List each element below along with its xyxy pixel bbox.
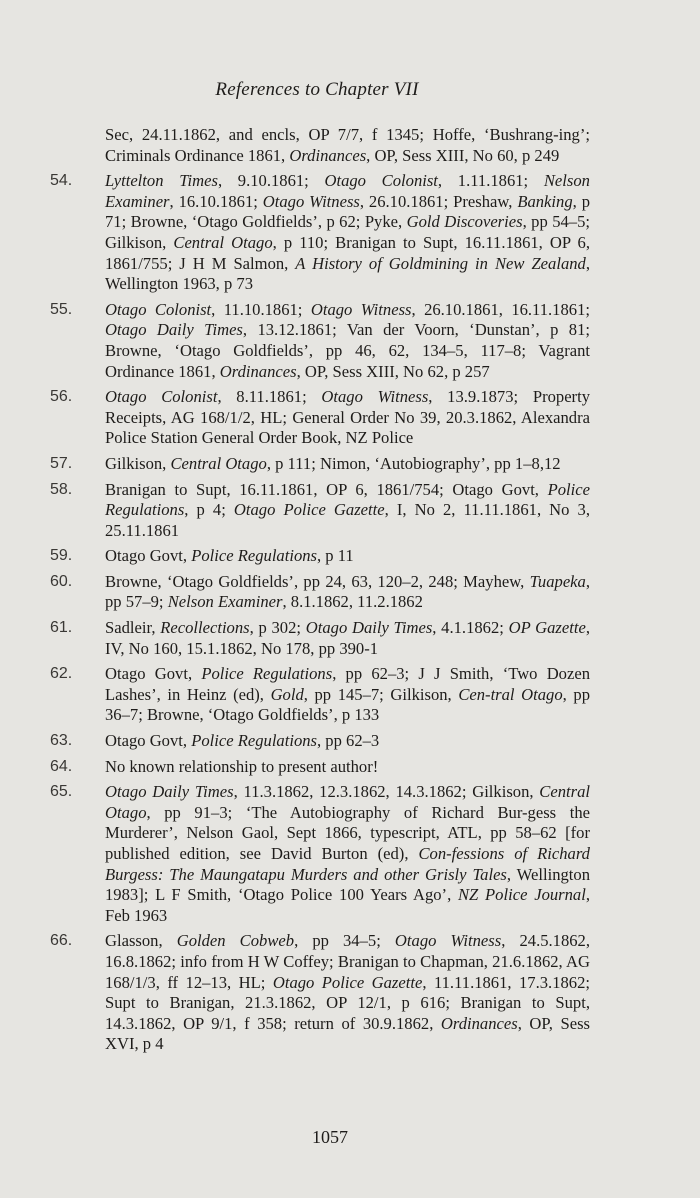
reference-text: Sec, 24.11.1862, and encls, OP 7/7, f 1345; Hoffe, ‘Bushrang-ing’; Criminals Ordinance 1861, Ordinances, OP, Sess XIII, No 60, p 249 [105,125,590,165]
reference-number: 64. [50,757,73,775]
reference-entry [50,480,590,542]
reference-text: Sadleir, Recollections, p 302; Otago Daily Times, 4.1.1862; OP Gazette, IV, No 160, 15.1.1862, No 178, pp 390-1 [105,618,590,658]
page-number: 1057 [312,1127,348,1147]
reference-number [50,125,105,166]
reference-text: Otago Daily Times, 11.3.1862, 12.3.1862, 14.3.1862; Gilkison, Central Otago, pp 91–3; ‘The Autobiography of Richard Bur-gess the Murderer’, Nelson Gaol, Sept 1866, typescript, ATL, pp 58–62 [for published edition, see David Burton (ed), Con-fessions of Richard Burgess: The Maungatapu Murders and other Grisly Tales, Wellington 1983]; L F Smith, ‘Otago Police 100 Years Ago’, NZ Police Journal, Feb 1963 [105,782,590,925]
reference-entry [50,454,590,475]
reference-entry [50,125,590,166]
reference-entry [50,931,590,1055]
reference-number: 56. [50,388,73,406]
reference-number: 60. [50,572,73,590]
reference-entry [50,546,590,567]
reference-number: 57. [50,454,73,472]
reference-entry [50,387,590,449]
reference-number: 65. [50,783,73,801]
reference-number: 55. [50,300,73,318]
reference-entry [50,757,590,778]
reference-text: Otago Colonist, 11.10.1861; Otago Witness, 26.10.1861, 16.11.1861; Otago Daily Times, 13.12.1861; Van der Voorn, ‘Dunstan’, p 81; Browne, ‘Otago Goldfields’, pp 46, 62, 134–5, 117–8; Vagrant Ordinance 1861, Ordinances, OP, Sess XIII, No 62, p 257 [105,299,590,381]
reference-number: 63. [50,732,73,750]
reference-text: Browne, ‘Otago Goldfields’, pp 24, 63, 120–2, 248; Mayhew, Tuapeka, pp 57–9; Nelson Examiner, 8.1.1862, 11.2.1862 [105,571,590,612]
reference-entry [50,300,590,382]
reference-text: Otago Govt, Police Regulations, pp 62–3 [105,731,380,751]
reference-entry [50,171,590,295]
reference-number: 59. [50,547,73,565]
reference-list [50,125,590,1060]
reference-number: 61. [50,619,73,637]
reference-text: Glasson, Golden Cobweb, pp 34–5; Otago Witness, 24.5.1862, 16.8.1862; info from H W Coffey; Branigan to Chapman, 21.6.1862, AG 168/1/3, ff 12–13, HL; Otago Police Gazette, 11.11.1861, 17.3.1862; Supt to Branigan, 21.3.1862, OP 12/1, p 616; Branigan to Supt, 14.3.1862, OP 9/1, f 358; return of 30.9.1862, Ordinances, OP, Sess XVI, p 4 [105,931,591,1054]
reference-entry [50,782,590,926]
reference-text: Otago Govt, Police Regulations, pp 62–3; J J Smith, ‘Two Dozen Lashes’, in Heinz (ed), Gold, pp 145–7; Gilkison, Cen-tral Otago, pp 36–7; Browne, ‘Otago Goldfields’, p 133 [105,664,591,725]
reference-entry [50,731,590,752]
reference-text: Otago Colonist, 8.11.1861; Otago Witness, 13.9.1873; Property Receipts, AG 168/1/2, HL; General Order No 39, 20.3.1862, Alexandra Police Station General Order Book, NZ Police [105,387,590,448]
reference-number: 58. [50,480,73,498]
reference-number: 54. [50,172,73,190]
reference-entry [50,664,590,726]
reference-number: 62. [50,665,73,683]
reference-number: 66. [50,932,73,950]
reference-entry [50,618,590,659]
reference-text: Lyttelton Times, 9.10.1861; Otago Colonist, 1.11.1861; Nelson Examiner, 16.10.1861; Otago Witness, 26.10.1861; Preshaw, Banking, p 71; Browne, ‘Otago Goldfields’, p 62; Pyke, Gold Discoveries, pp 54–5; Gilkison, Central Otago, p 110; Branigan to Supt, 16.11.1861, OP 6, 1861/755; J H M Salmon, A History of Goldmining in New Zealand, Wellington 1963, p 73 [105,171,590,294]
reference-text: Branigan to Supt, 16.11.1861, OP 6, 1861/754; Otago Govt, Police Regulations, p 4; Otago Police Gazette, I, No 2, 11.11.1861, No 3, 25.11.1861 [105,479,590,540]
reference-text: No known relationship to present author! [105,756,379,776]
reference-text: Otago Govt, Police Regulations, p 11 [105,546,354,566]
reference-entry [50,572,590,613]
running-header: References to Chapter VII [215,79,419,100]
reference-text: Gilkison, Central Otago, p 111; Nimon, ‘Autobiography’, pp 1–8,12 [105,453,561,473]
